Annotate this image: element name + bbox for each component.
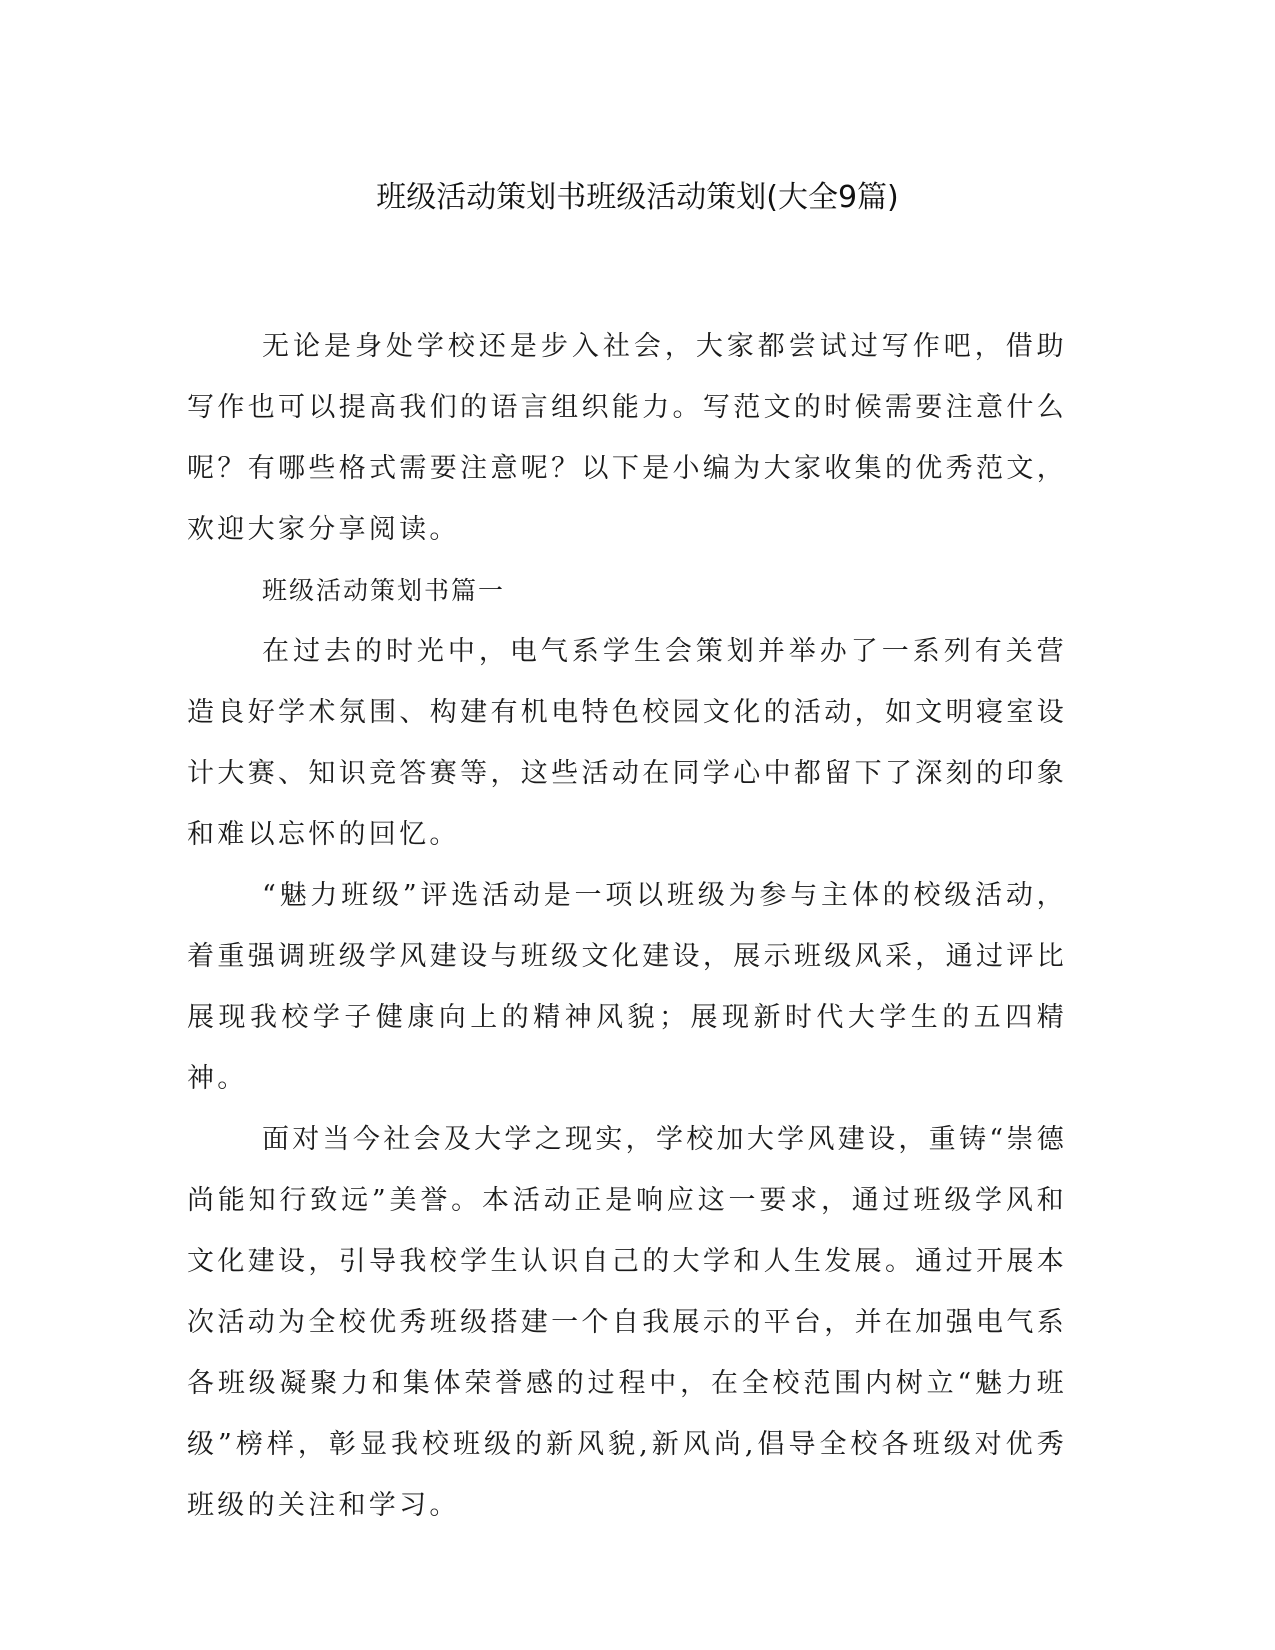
- body-paragraph: 面对当今社会及大学之现实，学校加大学风建设，重铸“崇德尚能知行致远”美誉。本活动正是响应这一要求，通过班级学风和文化建设，引导我校学生认识自己的大学和人生发展。通过开展本次活动为全校优秀班级搭建一个自我展示的平台，并在加强电气系各班级凝聚力和集体荣誉感的过程中，在全校范围内树立“魅力班级”榜样，彰显我校班级的新风貌,新风尚,倡导全校各班级对优秀班级的关注和学习。: [187, 1124, 1067, 1521]
- body-paragraph: “魅力班级”评选活动是一项以班级为参与主体的校级活动，着重强调班级学风建设与班级文化建设，展示班级风采，通过评比展现我校学子健康向上的精神风貌；展现新时代大学生的五四精神。: [187, 880, 1067, 1094]
- document-title: 班级活动策划书班级活动策划(大全9篇): [376, 180, 899, 215]
- section-heading: 班级活动策划书篇一: [262, 576, 506, 605]
- document-body: [187, 316, 1067, 1536]
- body-paragraph: 在过去的时光中，电气系学生会策划并举办了一系列有关营造良好学术氛围、构建有机电特色校园文化的活动，如文明寝室设计大赛、知识竞答赛等，这些活动在同学心中都留下了深刻的印象和难以忘怀的回忆。: [187, 636, 1067, 850]
- intro-paragraph: 无论是身处学校还是步入社会，大家都尝试过写作吧，借助写作也可以提高我们的语言组织能力。写范文的时候需要注意什么呢？有哪些格式需要注意呢？以下是小编为大家收集的优秀范文，欢迎大家分享阅读。: [187, 331, 1067, 545]
